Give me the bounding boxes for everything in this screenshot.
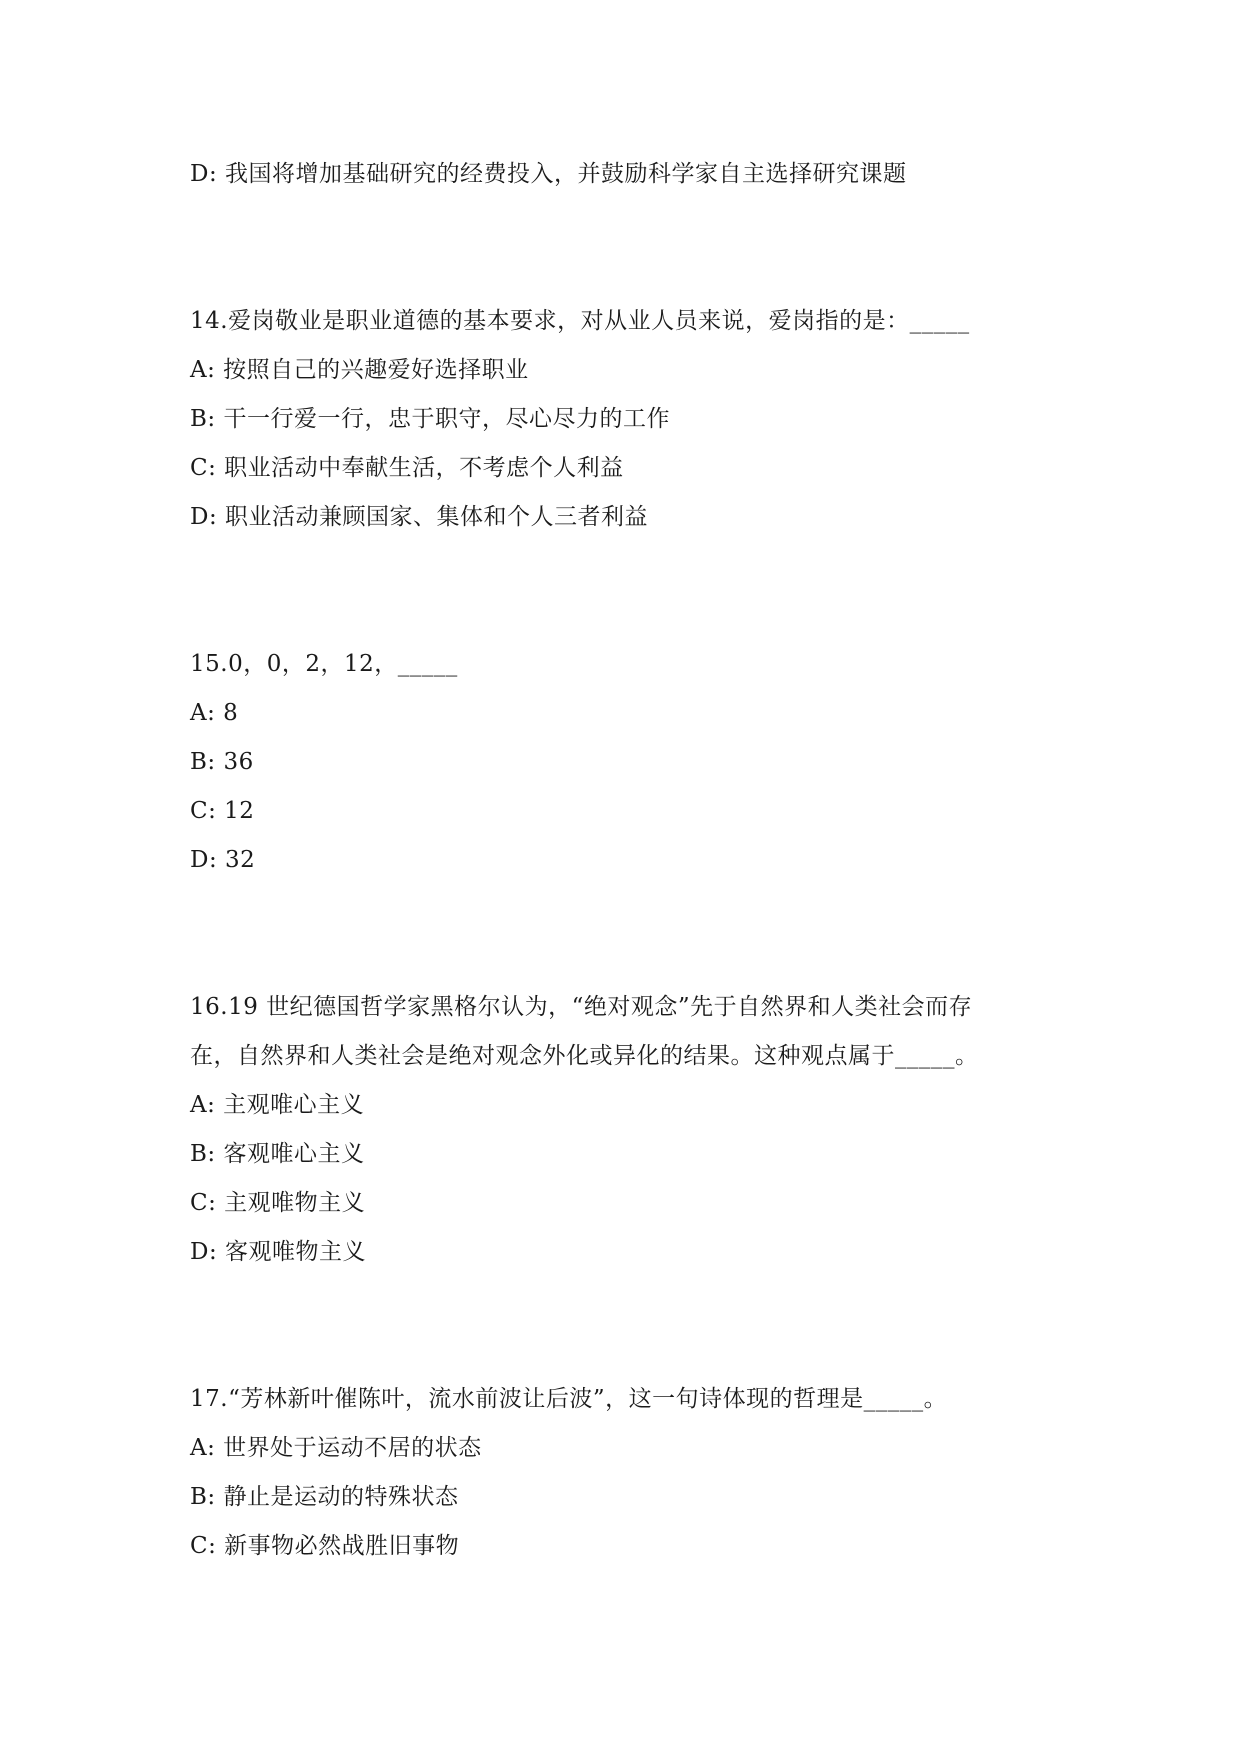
option-16-b: B: 客观唯心主义 — [190, 1141, 365, 1167]
question-14-stem: 14.爱岗敬业是职业道德的基本要求，对从业人员来说，爱岗指的是：_____ — [190, 308, 970, 334]
question-16-stem-line-1: 16.19 世纪德国哲学家黑格尔认为，“绝对观念”先于自然界和人类社会而存 — [190, 994, 973, 1020]
option-14-b: B: 干一行爱一行，忠于职守，尽心尽力的工作 — [190, 406, 670, 432]
option-14-a: A: 按照自己的兴趣爱好选择职业 — [190, 357, 529, 383]
option-15-b: B: 36 — [190, 749, 254, 775]
option-15-c: C: 12 — [190, 798, 255, 824]
option-17-c: C: 新事物必然战胜旧事物 — [190, 1533, 460, 1559]
question-16-stem-line-2: 在，自然界和人类社会是绝对观念外化或异化的结果。这种观点属于_____。 — [190, 1043, 979, 1069]
option-17-a: A: 世界处于运动不居的状态 — [190, 1435, 482, 1461]
option-16-d: D: 客观唯物主义 — [190, 1239, 367, 1265]
option-13-d: D: 我国将增加基础研究的经费投入，并鼓励科学家自主选择研究课题 — [190, 161, 907, 187]
option-17-b: B: 静止是运动的特殊状态 — [190, 1484, 459, 1510]
option-15-d: D: 32 — [190, 847, 256, 873]
option-14-c: C: 职业活动中奉献生活，不考虑个人利益 — [190, 455, 624, 481]
question-15-stem: 15.0，0，2，12，_____ — [190, 651, 458, 677]
option-16-c: C: 主观唯物主义 — [190, 1190, 366, 1216]
option-16-a: A: 主观唯心主义 — [190, 1092, 365, 1118]
question-17-stem: 17.“芳林新叶催陈叶，流水前波让后波”，这一句诗体现的哲理是_____。 — [190, 1386, 948, 1412]
option-14-d: D: 职业活动兼顾国家、集体和个人三者利益 — [190, 504, 649, 530]
option-15-a: A: 8 — [190, 700, 239, 726]
